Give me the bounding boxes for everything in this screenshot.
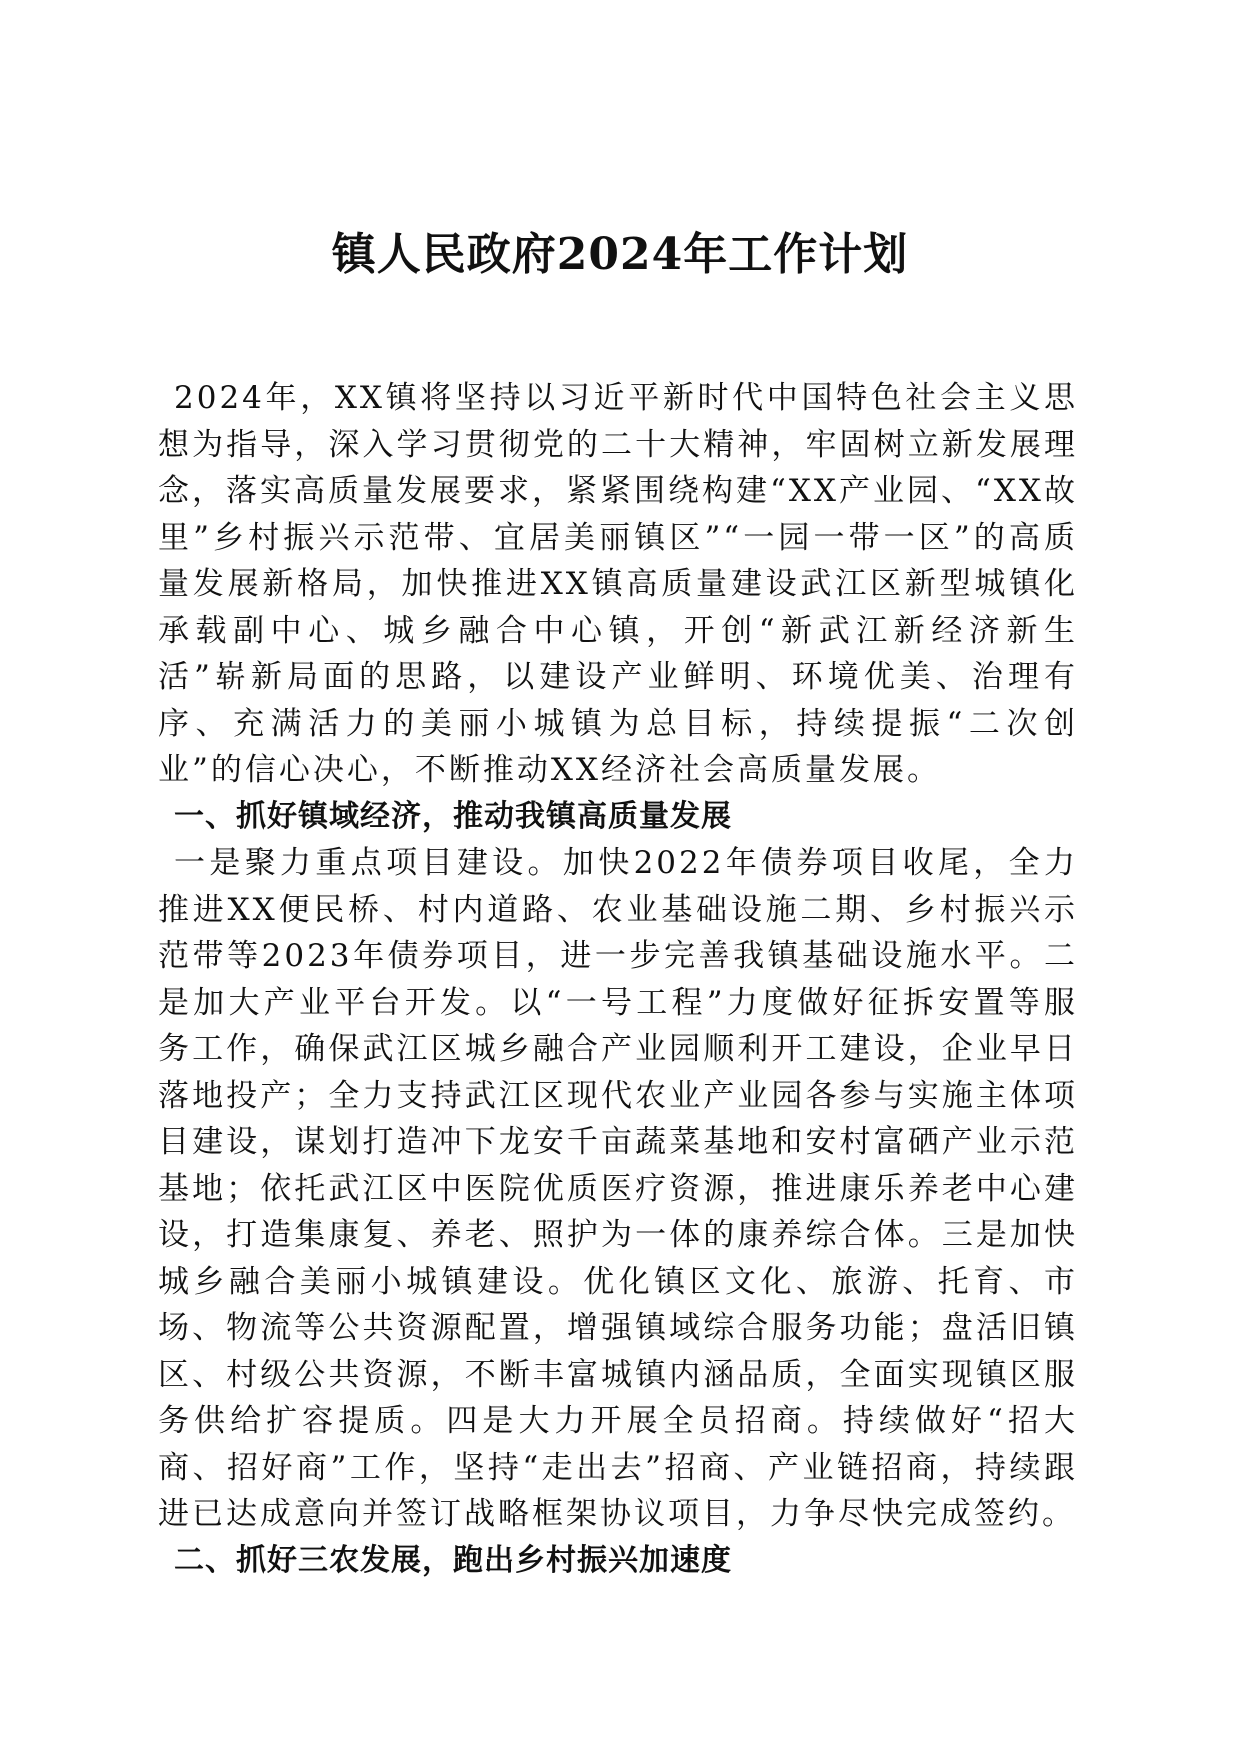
section-2-heading: 二、抓好三农发展，跑出乡村振兴加速度 [174, 1542, 732, 1578]
document-body [158, 375, 1078, 1584]
section-1-paragraph: 一是聚力重点项目建设。加快2022年债券项目收尾，全力推进XX便民桥、村内道路、农业基础设施二期、乡村振兴示范带等2023年债券项目，进一步完善我镇基础设施水平。二是加大产业平台开发。以“一号工程”力度做好征拆安置等服务工作，确保武江区城乡融合产业园顺利开工建设，企业早日落地投产；全力支持武江区现代农业产业园各参与实施主体项目建设，谋划打造冲下龙安千亩蔬菜基地和安村富硒产业示范基地；依托武江区中医院优质医疗资源，推进康乐养老中心建设，打造集康复、养老、照护为一体的康养综合体。三是加快城乡融合美丽小城镇建设。优化镇区文化、旅游、托育、市场、物流等公共资源配置，增强镇域综合服务功能；盘活旧镇区、村级公共资源，不断丰富城镇内涵品质，全面实现镇区服务供给扩容提质。四是大力开展全员招商。持续做好“招大商、招好商”工作，坚持“走出去”招商、产业链招商，持续跟进已达成意向并签订战略框架协议项目，力争尽快完成签约。 [158, 845, 1078, 1532]
section-1-heading: 一、抓好镇域经济，推动我镇高质量发展 [174, 798, 732, 834]
intro-paragraph: 2024年，XX镇将坚持以习近平新时代中国特色社会主义思想为指导，深入学习贯彻党的二十大精神，牢固树立新发展理念，落实高质量发展要求，紧紧围绕构建“XX产业园、“XX故里”乡村振兴示范带、宜居美丽镇区”“一园一带一区”的高质量发展新格局，加快推进XX镇高质量建设武江区新型城镇化承载副中心、城乡融合中心镇，开创“新武江新经济新生活”崭新局面的思路，以建设产业鲜明、环境优美、治理有序、充满活力的美丽小城镇为总目标，持续提振“二次创业”的信心决心，不断推动XX经济社会高质量发展。 [158, 380, 1078, 788]
document-title: 镇人民政府2024年工作计划 [331, 229, 909, 280]
